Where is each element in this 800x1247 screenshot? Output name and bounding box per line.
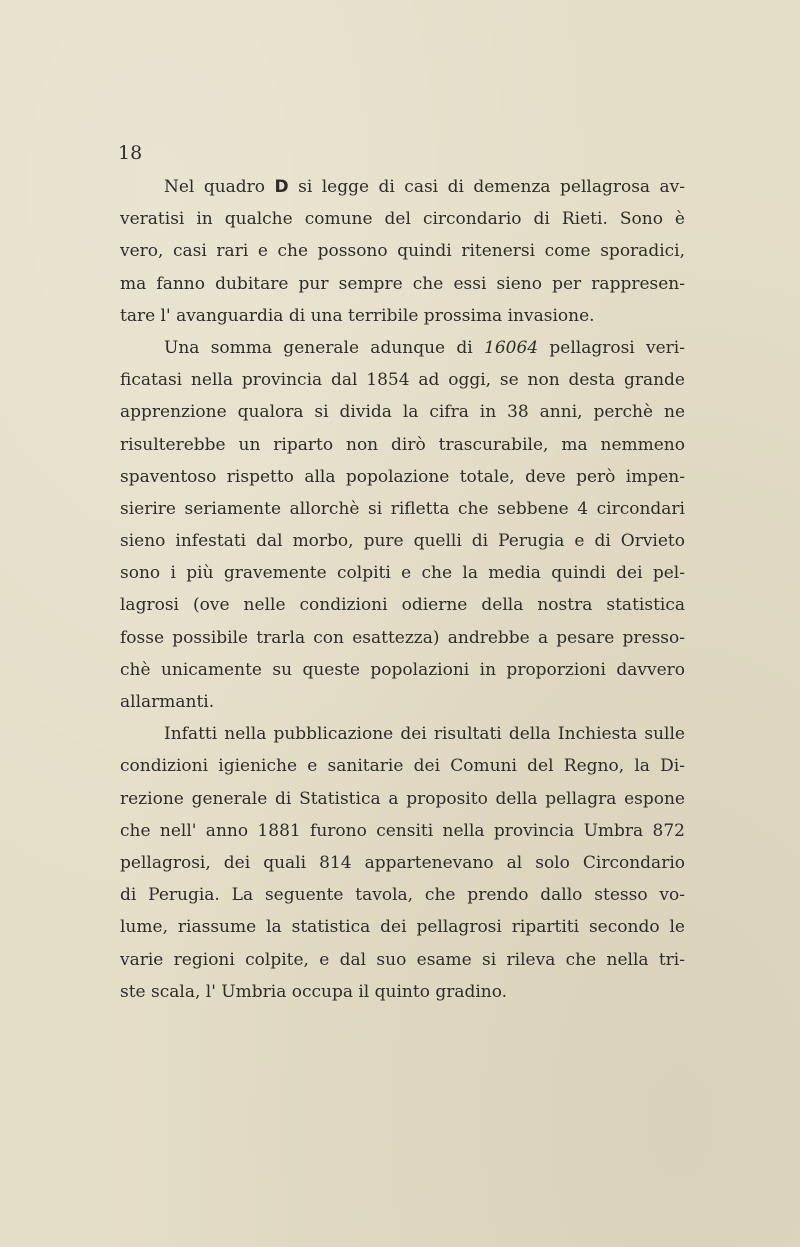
body-text: [120, 171, 685, 1008]
text-line: sierire seriamente allorchè si rifletta che sebbene 4 circondari: [120, 498, 685, 519]
text-line: spaventoso rispetto alla popolazione totale, deve però impen-: [120, 466, 685, 487]
paragraph: [120, 718, 685, 1008]
text-line: vero, casi rari e che possono quindi ritenersi come sporadici,: [120, 241, 685, 262]
text-line: sieno infestati dal morbo, pure quelli di Perugia e di Orvieto: [120, 531, 685, 552]
text-line: veratisi in qualche comune del circondario di Rieti. Sono è: [120, 209, 685, 230]
text-line: che nell' anno 1881 furono censiti nella provincia Umbra 872: [120, 820, 685, 841]
emphasized-number: 16064: [484, 337, 539, 358]
text-line: tare l' avanguardia di una terribile prossima invasione.: [120, 305, 595, 326]
paragraph: [120, 171, 685, 332]
text-line: fosse possibile trarla con esattezza) andrebbe a pesare presso-: [120, 627, 685, 648]
text-line: allarmanti.: [120, 692, 215, 712]
text-line: chè unicamente su queste popolazioni in proporzioni davvero: [120, 659, 685, 680]
text-line: Nel quadro D si legge di casi di demenza pellagrosa av-: [164, 177, 686, 197]
text-line: ma fanno dubitare pur sempre che essi sieno per rappresen-: [120, 273, 685, 294]
paragraph: [120, 332, 685, 718]
text-line: lume, riassume la statistica dei pellagrosi ripartiti secondo le: [120, 917, 685, 938]
text-line: risulterebbe un riparto non dirò trascurabile, ma nemmeno: [120, 434, 685, 455]
text-line: Infatti nella pubblicazione dei risultati della Inchiesta sulle: [164, 724, 685, 745]
text-line: pellagrosi, dei quali 814 appartenevano al solo Circondario: [120, 852, 685, 873]
text-line: Una somma generale adunque di 16064 pellagrosi veri-: [164, 337, 685, 358]
table-reference: D: [274, 177, 289, 197]
text-line: sono i più gravemente colpiti e che la media quindi dei pel-: [120, 563, 685, 584]
text-line: rezione generale di Statistica a proposito della pellagra espone: [120, 788, 685, 809]
text-line: di Perugia. La seguente tavola, che prendo dallo stesso vo-: [120, 885, 685, 906]
text-line: ficatasi nella provincia dal 1854 ad oggi, se non desta grande: [120, 370, 685, 391]
text-line: condizioni igieniche e sanitarie dei Comuni del Regno, la Di-: [120, 756, 685, 777]
text-line: lagrosi (ove nelle condizioni odierne della nostra statistica: [120, 595, 685, 616]
text-line: varie regioni colpite, e dal suo esame si rileva che nella tri-: [120, 949, 685, 970]
text-line: apprenzione qualora si divida la cifra in 38 anni, perchè ne: [120, 402, 685, 423]
text-line: ste scala, l' Umbria occupa il quinto gradino.: [120, 981, 508, 1002]
page-number: 18: [118, 142, 143, 164]
